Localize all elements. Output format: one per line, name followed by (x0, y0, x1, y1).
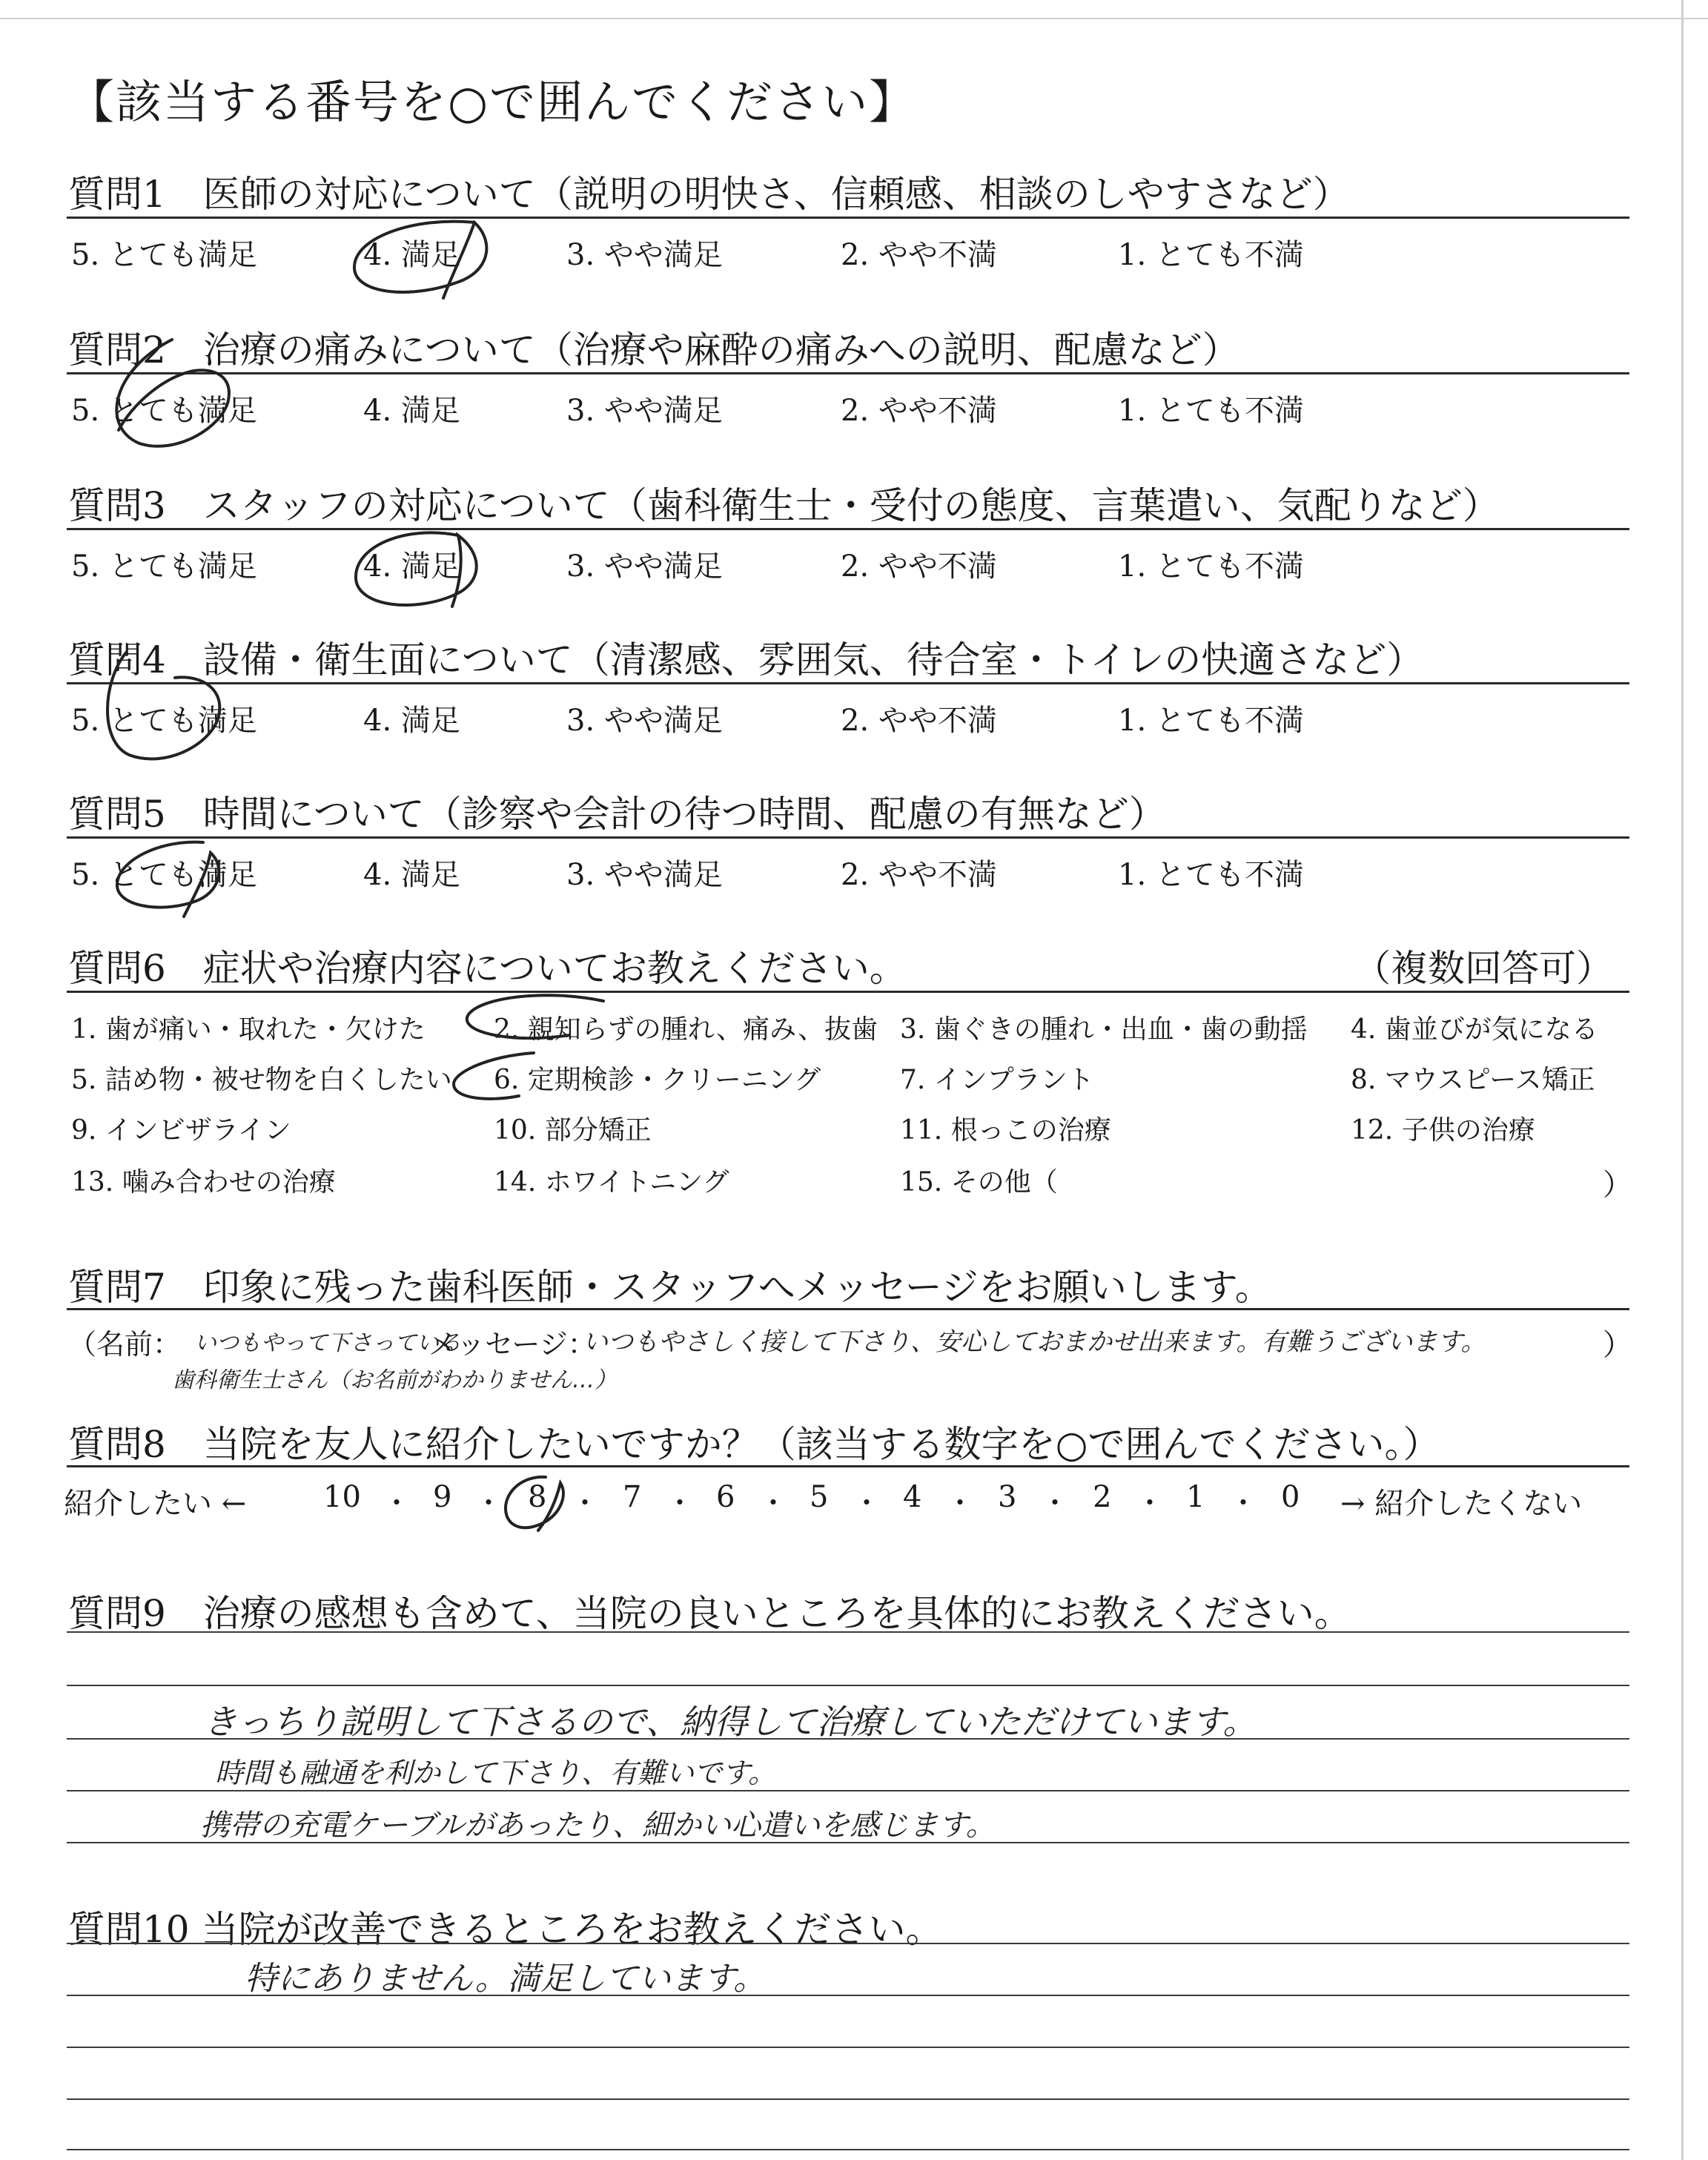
q3-option-2[interactable]: 2. やや不満 (841, 549, 997, 584)
q7-close-paren: ） (1603, 1328, 1632, 1362)
q8-selection-circle (506, 1477, 563, 1530)
q4-option-2[interactable]: 2. やや不満 (841, 704, 997, 738)
q8-number-8[interactable]: 8 (528, 1480, 547, 1514)
q8-sep: ・ (759, 1487, 788, 1519)
q3-option-4[interactable]: 4. 満足 (363, 549, 460, 584)
q1-option-4[interactable]: 4. 満足 (363, 238, 460, 272)
q5-option-5[interactable]: 5. とても満足 (71, 858, 257, 892)
q7-name-handwritten[interactable]: いつもやって下さっている (194, 1330, 461, 1356)
q8-number-10[interactable]: 10 (323, 1480, 361, 1514)
q6-item-2[interactable]: 2. 親知らずの腫れ、痛み、抜歯 (494, 1014, 878, 1045)
q7-name-label: （名前： (68, 1328, 182, 1361)
q3-option-1[interactable]: 1. とても不満 (1118, 549, 1304, 584)
form-title: 【該当する番号を○で囲んでください】 (68, 75, 917, 129)
q7-message-label: メッセージ： (428, 1328, 596, 1361)
q3-selection-circle (356, 532, 477, 607)
q9-answer-line-2[interactable]: 時間も融通を利かして下さり、有難いです。 (215, 1757, 776, 1789)
q8-number-3[interactable]: 3 (998, 1480, 1017, 1514)
q4-option-1[interactable]: 1. とても不満 (1118, 704, 1304, 738)
q2-option-4[interactable]: 4. 満足 (363, 394, 460, 428)
q8-number-4[interactable]: 4 (903, 1480, 922, 1514)
q8-number-1[interactable]: 1 (1186, 1480, 1205, 1514)
q8-number-2[interactable]: 2 (1093, 1480, 1112, 1514)
q2-option-1[interactable]: 1. とても不満 (1118, 394, 1304, 428)
question-6: 質問6 症状や治療内容についてお教えください。 (68, 947, 907, 990)
q8-sep: ・ (571, 1487, 600, 1519)
q5-option-3[interactable]: 3. やや満足 (566, 858, 723, 892)
q5-selection-circle (117, 842, 219, 916)
question-4: 質問4 設備・衛生面について（清潔感、雰囲気、待合室・トイレの快適さなど） (68, 638, 1424, 681)
q7-message-handwritten[interactable]: いつもやさしく接して下さり、安心しておまかせ出来ます。有難うございます。 (583, 1327, 1486, 1357)
q8-sep: ・ (666, 1487, 695, 1519)
q6-item-10[interactable]: 10. 部分矯正 (494, 1115, 652, 1146)
q8-sep: ・ (853, 1487, 881, 1519)
q1-option-5[interactable]: 5. とても満足 (71, 238, 257, 272)
question-10: 質問10 当院が改善できるところをお教えください。 (68, 1908, 943, 1951)
q6-item-7[interactable]: 7. インプラント (900, 1065, 1094, 1095)
q1-selection-circle (354, 222, 486, 298)
q8-sep: ・ (1041, 1487, 1070, 1519)
q8-number-7[interactable]: 7 (623, 1480, 642, 1514)
q6-item-2-selection-circle (467, 995, 603, 1038)
q4-option-5[interactable]: 5. とても満足 (71, 704, 257, 738)
question-9: 質問9 治療の感想も含めて、当院の良いところを具体的にお教えください。 (68, 1592, 1351, 1635)
q2-option-3[interactable]: 3. やや満足 (566, 394, 723, 428)
question-2: 質問2 治療の痛みについて（治療や麻酔の痛みへの説明、配慮など） (68, 328, 1239, 371)
q2-selection-circle (116, 340, 229, 446)
q8-right-label: → 紹介したくない (1340, 1487, 1583, 1521)
q6-item-5[interactable]: 5. 詰め物・被せ物を白くしたい (71, 1065, 452, 1095)
question-3: 質問3 スタッフの対応について（歯科衛生士・受付の態度、言葉遣い、気配りなど） (68, 484, 1500, 527)
q6-item-6[interactable]: 6. 定期検診・クリーニング (494, 1065, 821, 1095)
q6-item-15[interactable]: 15. その他（ (900, 1167, 1058, 1198)
q1-option-2[interactable]: 2. やや不満 (841, 238, 997, 272)
q5-option-2[interactable]: 2. やや不満 (841, 858, 997, 892)
q7-name-handwritten-line2[interactable]: 歯科衛生士さん（お名前がわかりません…） (172, 1367, 617, 1393)
q8-number-9[interactable]: 9 (433, 1480, 452, 1514)
q8-left-label: 紹介したい ← (64, 1487, 247, 1521)
q6-item-14[interactable]: 14. ホワイトニング (494, 1167, 729, 1198)
q3-option-5[interactable]: 5. とても満足 (71, 549, 257, 584)
q8-sep: ・ (946, 1487, 975, 1519)
q9-answer-line-3[interactable]: 携帯の充電ケーブルがあったり、細かい心遣いを感じます。 (200, 1809, 996, 1843)
q6-item-12[interactable]: 12. 子供の治療 (1351, 1115, 1535, 1146)
question-5: 質問5 時間について（診察や会計の待つ時間、配慮の有無など） (68, 793, 1166, 836)
q1-option-3[interactable]: 3. やや満足 (566, 238, 723, 272)
q6-item-1[interactable]: 1. 歯が痛い・取れた・欠けた (71, 1014, 426, 1045)
q6-item-9[interactable]: 9. インビザライン (71, 1115, 291, 1146)
question-8: 質問8 当院を友人に紹介したいですか？（該当する数字を○で囲んでください。） (68, 1423, 1440, 1466)
q6-item-4[interactable]: 4. 歯並びが気になる (1351, 1014, 1598, 1045)
q8-sep: ・ (383, 1487, 411, 1519)
q5-option-4[interactable]: 4. 満足 (363, 858, 460, 892)
q8-sep: ・ (474, 1487, 503, 1519)
q8-sep: ・ (1136, 1487, 1165, 1519)
q3-option-3[interactable]: 3. やや満足 (566, 549, 723, 584)
q10-answer[interactable]: 特にありません。満足しています。 (245, 1960, 767, 1998)
q2-option-5[interactable]: 5. とても満足 (71, 394, 257, 428)
q8-number-0[interactable]: 0 (1281, 1480, 1300, 1514)
q6-other-close-paren: ） (1603, 1168, 1632, 1202)
question-7: 質問7 印象に残った歯科医師・スタッフへメッセージをお願いします。 (68, 1266, 1272, 1309)
q8-number-6[interactable]: 6 (716, 1480, 735, 1514)
q4-option-3[interactable]: 3. やや満足 (566, 704, 723, 738)
q4-selection-circle (107, 653, 219, 759)
question-1: 質問1 医師の対応について（説明の明快さ、信頼感、相談のしやすさなど） (68, 173, 1350, 216)
q6-item-6-selection-circle (454, 1053, 534, 1099)
q1-option-1[interactable]: 1. とても不満 (1118, 238, 1304, 272)
question-6-note: （複数回答可） (1354, 947, 1613, 990)
q6-item-3[interactable]: 3. 歯ぐきの腫れ・出血・歯の動揺 (900, 1014, 1308, 1045)
q5-option-1[interactable]: 1. とても不満 (1118, 858, 1304, 892)
q6-item-11[interactable]: 11. 根っこの治療 (900, 1115, 1111, 1146)
q9-answer-line-1[interactable]: きっちり説明して下さるので、納得して治療していただけています。 (203, 1702, 1257, 1742)
q4-option-4[interactable]: 4. 満足 (363, 704, 460, 738)
q6-item-8[interactable]: 8. マウスピース矯正 (1351, 1065, 1595, 1095)
q2-option-2[interactable]: 2. やや不満 (841, 394, 997, 428)
q8-number-5[interactable]: 5 (810, 1480, 829, 1514)
q8-sep: ・ (1229, 1487, 1258, 1519)
q6-item-13[interactable]: 13. 噛み合わせの治療 (71, 1167, 336, 1198)
